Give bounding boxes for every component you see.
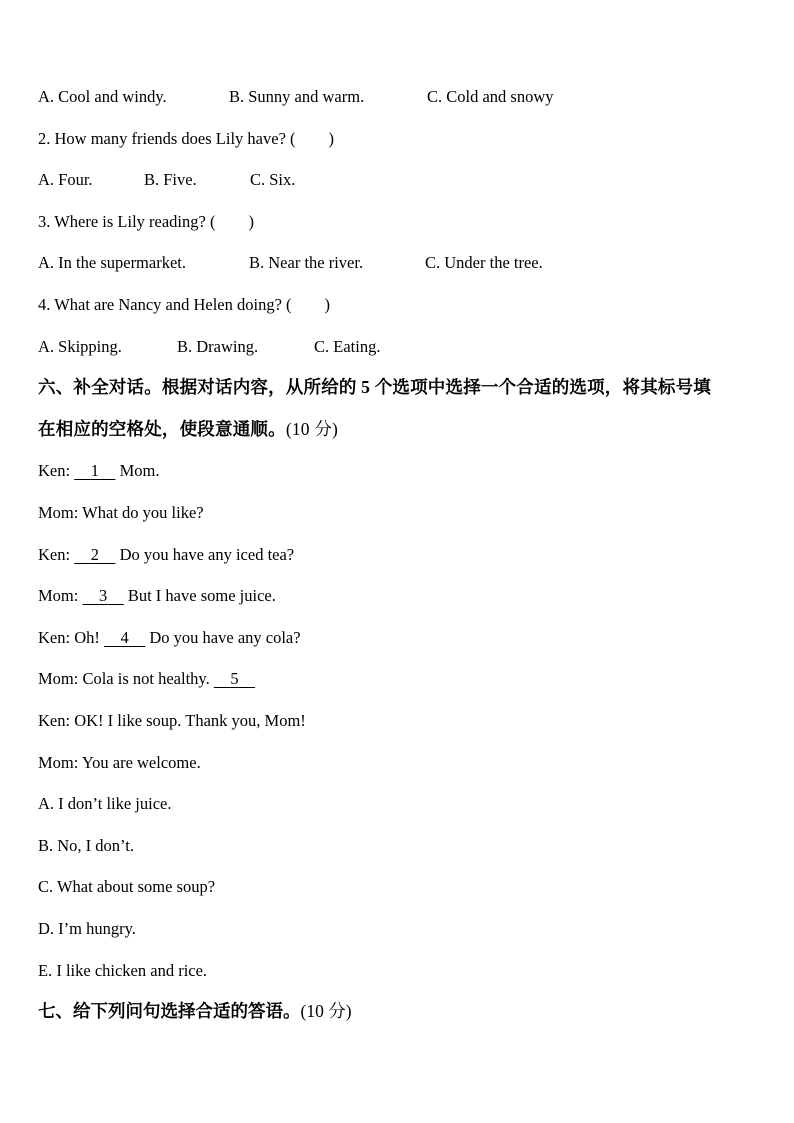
q2-answer-paren: ( ) [290, 129, 335, 148]
dialogue-speaker: Mom: [38, 586, 79, 605]
blank-number: 2 [90, 545, 99, 564]
blank-number: 1 [90, 461, 99, 480]
q4-question [38, 295, 330, 315]
section6-heading-line2 [38, 419, 338, 439]
choice-b: B. No, I don’t. [38, 836, 134, 855]
q3-option-b: B. Near the river. [249, 253, 364, 272]
section7-heading [38, 1001, 352, 1021]
dialogue-speaker: Mom: [38, 503, 79, 522]
choice-c: C. What about some soup? [38, 877, 216, 896]
choice-a: A. I don’t like juice. [38, 794, 172, 813]
dialogue-speaker: Mom: [38, 669, 79, 688]
dialogue-text: OK! I like soup. Thank you, Mom! [74, 711, 306, 730]
answer-blank[interactable] [104, 628, 145, 648]
section7-score: (10 分) [300, 1001, 352, 1021]
answer-blank[interactable] [214, 669, 255, 689]
choice-d: D. I’m hungry. [38, 919, 136, 938]
q3-text: 3. Where is Lily reading? [38, 212, 206, 231]
dialogue-line [38, 586, 276, 606]
q3-option-c: C. Under the tree. [425, 253, 543, 272]
q1-option-b: B. Sunny and warm. [229, 87, 365, 106]
blank-number: 5 [230, 669, 239, 688]
q3-answer-paren: ( ) [209, 212, 254, 231]
answer-blank[interactable] [74, 461, 115, 481]
q2-option-a: A. Four. [38, 170, 93, 189]
answer-blank[interactable] [74, 545, 115, 565]
dialogue-line [38, 628, 301, 648]
blank-number: 3 [98, 586, 108, 605]
q4-answer-paren: ( ) [286, 295, 331, 314]
dialogue-text: What do you like? [82, 503, 204, 522]
dialogue-text: But I have some juice. [127, 586, 276, 605]
dialogue-text: Oh! [74, 628, 100, 647]
section7-heading-text: 七、给下列问句选择合适的答语。 [38, 1001, 301, 1021]
q2-text: 2. How many friends does Lily have? [38, 129, 286, 148]
dialogue-line [38, 753, 201, 773]
dialogue-line [38, 461, 159, 481]
q3-question [38, 212, 254, 232]
dialogue-speaker: Ken: [38, 461, 71, 480]
q2-option-c: C. Six. [250, 170, 296, 189]
answer-blank[interactable] [82, 586, 123, 606]
q4-option-b: B. Drawing. [177, 337, 259, 356]
section6-heading-line1: 六、补全对话。根据对话内容，从所给的 5 个选项中选择一个合适的选项，将其标号填 [38, 377, 711, 397]
q1-option-a: A. Cool and windy. [38, 87, 167, 106]
q4-option-a: A. Skipping. [38, 337, 122, 356]
choice-e: E. I like chicken and rice. [38, 961, 208, 980]
q1-option-c: C. Cold and snowy [427, 87, 554, 106]
dialogue-line [38, 711, 306, 731]
section6-score: (10 分) [285, 419, 339, 439]
dialogue-text: Do you have any cola? [149, 628, 301, 647]
blank-number: 4 [120, 628, 129, 647]
dialogue-speaker: Ken: [38, 545, 71, 564]
dialogue-text: You are welcome. [81, 753, 201, 772]
q2-option-b: B. Five. [144, 170, 197, 189]
dialogue-line [38, 503, 204, 523]
dialogue-text: Mom. [119, 461, 160, 480]
dialogue-speaker: Ken: [38, 711, 71, 730]
section6-heading-text: 在相应的空格处，使段意通顺。 [38, 419, 286, 439]
dialogue-text: Do you have any iced tea? [119, 545, 295, 564]
dialogue-speaker: Ken: [38, 628, 71, 647]
q2-question [38, 129, 334, 149]
q4-option-c: C. Eating. [314, 337, 381, 356]
q4-text: 4. What are Nancy and Helen doing? [38, 295, 282, 314]
dialogue-line [38, 545, 294, 565]
dialogue-line [38, 669, 255, 689]
dialogue-text: Cola is not healthy. [82, 669, 210, 688]
dialogue-speaker: Mom: [38, 753, 79, 772]
q3-option-a: A. In the supermarket. [38, 253, 186, 272]
